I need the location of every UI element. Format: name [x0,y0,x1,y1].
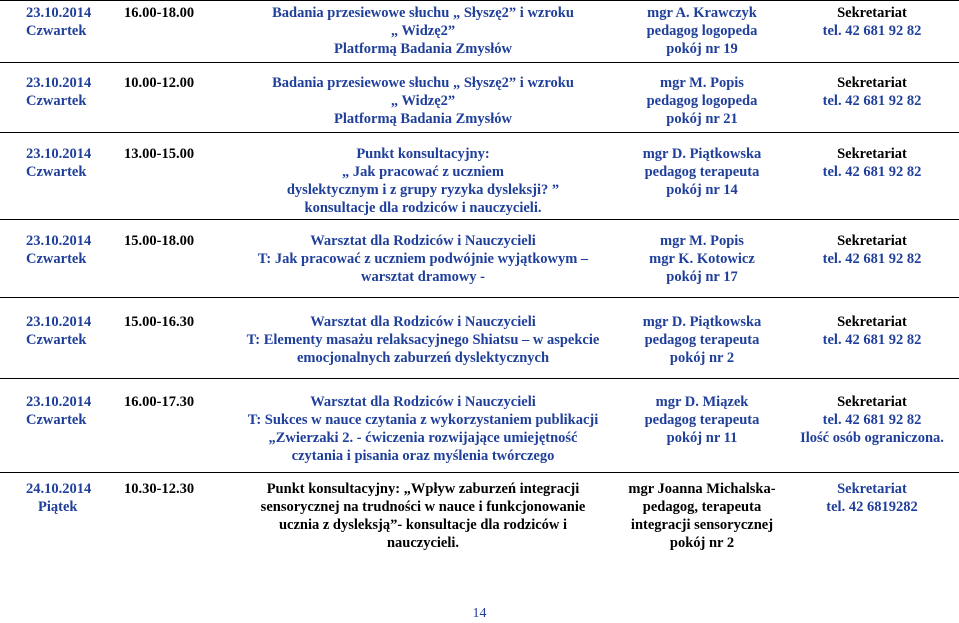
leader-room: pokój nr 2 [669,350,735,366]
topic-line: Punkt konsultacyjny: „Wpływ zaburzeń integracji [266,481,580,497]
weekday: Czwartek [26,93,87,109]
time-cell: 16.00-17.30 [124,394,195,410]
contact-cell [788,313,956,349]
topic-line: „ Widzę2” [390,93,456,109]
leader-room: pokój nr 11 [666,430,738,446]
topic-line: T: Jak pracować z uczniem podwójnie wyjątkowym – [257,251,589,267]
leader-name: mgr D. Miązek [655,394,749,410]
leader-room: pokój nr 21 [666,111,738,127]
leader-name: mgr M. Popis [660,233,744,249]
time-cell: 10.00-12.00 [124,75,195,91]
topic-line: sensorycznej na trudności w nauce i funkcjonowanie [260,499,586,515]
topic-line: Platformą Badania Zmysłów [333,111,513,127]
leader-cell [622,232,782,286]
time-cell: 15.00-16.30 [124,314,195,330]
table-row [0,477,959,559]
date: 24.10.2014 [26,481,92,497]
date-cell [26,313,106,349]
contact-cell [788,232,956,268]
leader-cell [622,313,782,367]
topic-cell [244,74,602,128]
date: 23.10.2014 [26,5,92,21]
leader-room: pokój nr 14 [666,182,738,198]
contact-cell [788,4,956,40]
date-cell [26,480,106,516]
leader-role: pedagog logopeda [646,23,758,39]
contact-phone: tel. 42 681 92 82 [822,164,922,180]
leader-role: pedagog terapeuta [644,412,760,428]
topic-cell [244,480,602,552]
topic-cell [244,393,602,465]
leader-name: mgr A. Krawczyk [647,5,757,21]
leader-name: mgr D. Piątkowska [642,146,762,162]
table-row [0,1,959,63]
topic-line: konsultacje dla rodziców i nauczycieli. [304,200,542,216]
contact-phone: tel. 42 681 92 82 [822,23,922,39]
contact-phone: tel. 42 681 92 82 [822,93,922,109]
leader-role: pedagog terapeuta [644,164,760,180]
date: 23.10.2014 [26,394,92,410]
contact-cell [788,74,956,110]
page-number: 14 [472,606,487,621]
date: 23.10.2014 [26,314,92,330]
table-row [0,229,959,298]
topic-line: warsztat dramowy - [360,269,486,285]
date: 23.10.2014 [26,75,92,91]
leader-cell [622,145,782,199]
table-row [0,310,959,379]
topic-line: Warsztat dla Rodziców i Nauczycieli [310,233,536,249]
date-cell [26,145,106,181]
contact-office: Sekretariat [837,481,907,497]
time-cell: 13.00-15.00 [124,146,195,162]
topic-line: Warsztat dla Rodziców i Nauczycieli [310,394,536,410]
date: 23.10.2014 [26,233,92,249]
leader-role: pedagog, terapeuta [642,499,762,515]
topic-cell [244,232,602,286]
topic-line: „ Widzę2” [390,23,456,39]
topic-line: ucznia z dysleksją”- konsultacje dla rodziców i [278,517,568,533]
topic-line: Badania przesiewowe słuchu „ Słyszę2” i wzroku [272,75,574,91]
topic-line: T: Sukces w nauce czytania z wykorzystaniem publikacji [247,412,599,428]
topic-line: Warsztat dla Rodziców i Nauczycieli [310,314,536,330]
leader-name: mgr M. Popis [660,75,744,91]
contact-office: Sekretariat [837,394,907,410]
leader-room: pokój nr 2 [669,535,735,551]
weekday: Czwartek [26,23,87,39]
leader-role: pedagog terapeuta [644,332,760,348]
topic-line: emocjonalnych zaburzeń dyslektycznych [296,350,550,366]
table-row [0,71,959,133]
contact-office: Sekretariat [837,146,907,162]
topic-line: T: Elementy masażu relaksacyjnego Shiatsu – w aspekcie [246,332,600,348]
topic-line: Punkt konsultacyjny: [356,146,490,162]
table-row [0,142,959,220]
time-cell: 15.00-18.00 [124,233,195,249]
contact-phone: tel. 42 6819282 [826,499,918,515]
date: 23.10.2014 [26,146,92,162]
topic-line: dyslektycznym i z grupy ryzyka dysleksji? ” [286,182,560,198]
contact-office: Sekretariat [837,75,907,91]
leader-name: mgr K. Kotowicz [649,251,755,267]
topic-line: czytania i pisania oraz myślenia twórczego [291,448,555,464]
topic-cell [244,313,602,367]
weekday: Piątek [38,499,78,515]
leader-name: mgr D. Piątkowska [642,314,762,330]
date-cell [26,4,106,40]
weekday: Czwartek [26,332,87,348]
weekday: Czwartek [26,251,87,267]
date-cell [26,74,106,110]
contact-office: Sekretariat [837,314,907,330]
contact-cell [788,480,956,516]
leader-cell [622,480,782,552]
contact-office: Sekretariat [837,5,907,21]
topic-line: „Zwierzaki 2. - ćwiczenia rozwijające umiejętność [268,430,578,446]
leader-room: pokój nr 19 [666,41,738,57]
table-row [0,390,959,473]
topic-cell [244,145,602,217]
leader-name: mgr Joanna Michalska- [628,481,776,497]
time-cell: 16.00-18.00 [124,5,195,21]
contact-phone: tel. 42 681 92 82 [822,412,922,428]
topic-line: Platformą Badania Zmysłów [333,41,513,57]
topic-line: „ Jak pracować z uczniem [342,164,504,180]
leader-role: integracji sensorycznej [630,517,774,533]
contact-phone: tel. 42 681 92 82 [822,332,922,348]
contact-note: Ilość osób ograniczona. [800,430,944,446]
leader-room: pokój nr 17 [666,269,738,285]
topic-cell [244,4,602,58]
leader-cell [622,393,782,447]
topic-line: nauczycieli. [386,535,460,551]
contact-cell [788,145,956,181]
weekday: Czwartek [26,164,87,180]
leader-cell [622,74,782,128]
date-cell [26,393,106,429]
leader-role: pedagog logopeda [646,93,758,109]
leader-cell [622,4,782,58]
contact-phone: tel. 42 681 92 82 [822,251,922,267]
weekday: Czwartek [26,412,87,428]
contact-office: Sekretariat [837,233,907,249]
topic-line: Badania przesiewowe słuchu „ Słyszę2” i wzroku [272,5,574,21]
time-cell: 10.30-12.30 [124,481,195,497]
date-cell [26,232,106,268]
contact-cell [788,393,956,447]
